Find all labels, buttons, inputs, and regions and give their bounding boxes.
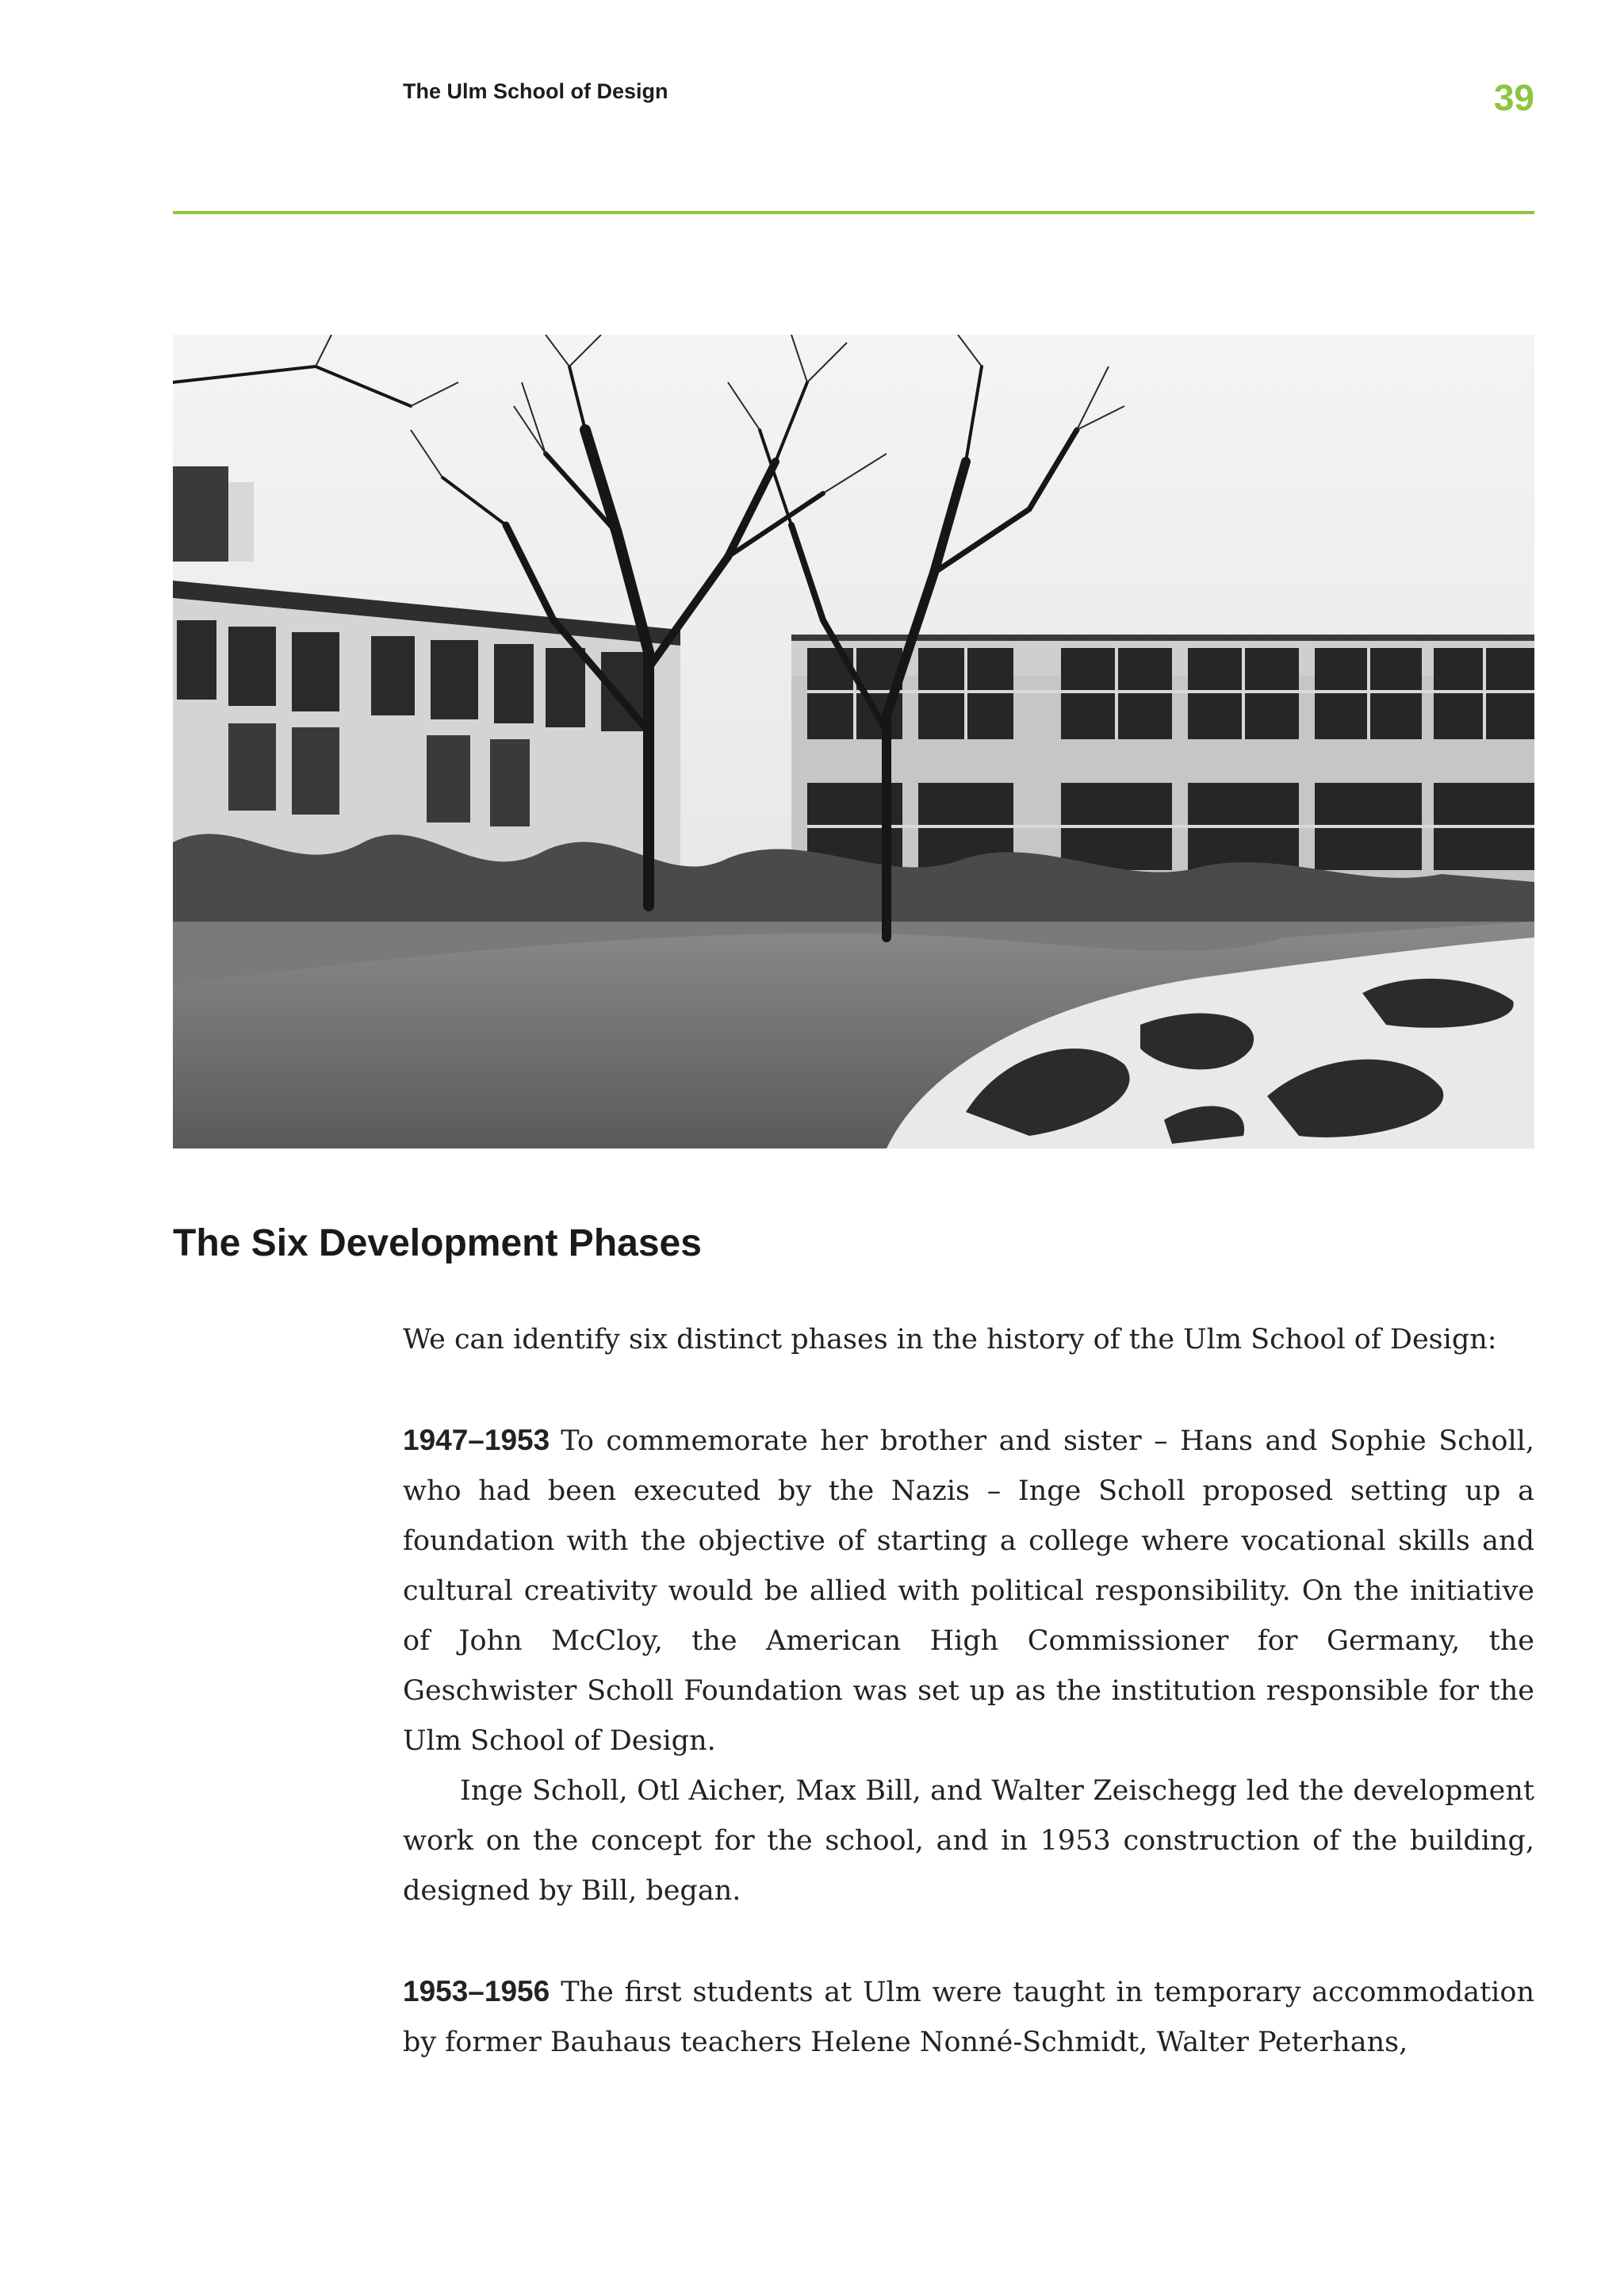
phase-years-label: 1953–1956 (403, 1975, 550, 2007)
phase-paragraph (403, 1966, 1534, 2068)
body-text (403, 1315, 1534, 2068)
phase-years-label: 1947–1953 (403, 1424, 550, 1456)
phase-text: The first students at Ulm were taught in temporary accommodation by former Bauhaus teachers Helene Nonné-Schmidt, Walter Peterhans, (403, 1977, 1534, 2058)
phase-continuation-paragraph: Inge Scholl, Otl Aicher, Max Bill, and Walter Zeischegg led the development work on the concept for the school, and in 1953 construction of the building, designed by Bill, began. (403, 1775, 1534, 1907)
intro-paragraph: We can identify six distinct phases in the history of the Ulm School of Design: (403, 1324, 1497, 1355)
running-head-title: The Ulm School of Design (403, 79, 668, 103)
header-rule (173, 211, 1534, 214)
phase-paragraph (403, 1415, 1534, 1766)
page-number: 39 (1493, 77, 1534, 118)
building-photo (173, 335, 1534, 1148)
section-heading: The Six Development Phases (173, 1222, 702, 1264)
phase-text: To commemorate her brother and sister – Hans and Sophie Scholl, who had been executed by the Nazis – Inge Scholl proposed setting up a foundation with the objective of starting a college where vocational skills and cultural creativity would be allied with political responsibility. On the initiative of John McCloy, the American High Commissioner for Germany, the Geschwister Scholl Foundation was set up as the institution responsible for the Ulm School of Design. (403, 1425, 1534, 1757)
